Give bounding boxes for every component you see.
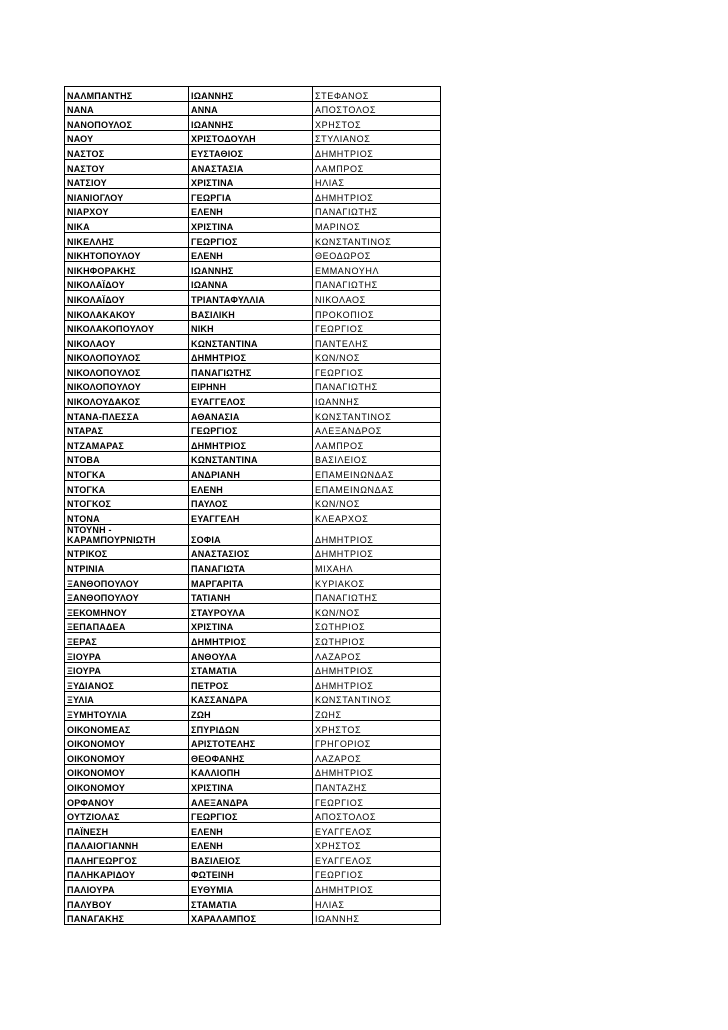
table-row: [65, 305, 441, 320]
table-row: [65, 481, 441, 496]
first-name-cell: ΑΛΕΞΑΝΔΡΑ: [189, 793, 313, 808]
table-row: [65, 87, 441, 102]
father-name-cell: ΧΡΗΣΤΟΣ: [313, 720, 441, 735]
table-row: [65, 589, 441, 604]
father-name-cell: ΕΜΜΑΝΟΥΗΛ: [313, 262, 441, 277]
first-name-cell: ΕΥΘΥΜΙΑ: [189, 881, 313, 896]
surname-cell: ΞΥΔΙΑΝΟΣ: [65, 677, 189, 692]
surname-cell: ΝΤΑΝΑ-ΠΛΕΣΣΑ: [65, 408, 189, 423]
father-name-cell: ΓΡΗΓΟΡΙΟΣ: [313, 735, 441, 750]
father-name-cell: ΣΩΤΗΡΙΟΣ: [313, 633, 441, 648]
father-name-cell: ΚΩΝΣΤΑΝΤΙΝΟΣ: [313, 691, 441, 706]
surname-cell: ΝΤΟΓΚΟΣ: [65, 495, 189, 510]
father-name-cell: ΙΩΑΝΝΗΣ: [313, 910, 441, 925]
first-name-cell: ΑΝΑΣΤΑΣΙΟΣ: [189, 545, 313, 560]
father-name-cell: ΖΩΗΣ: [313, 706, 441, 721]
surname-cell: ΞΕΠΑΠΑΔΕΑ: [65, 618, 189, 633]
table-row: [65, 633, 441, 648]
table-row: [65, 159, 441, 174]
surname-cell: ΝΤΡΙΚΟΣ: [65, 545, 189, 560]
surname-cell: ΝΙΚΟΛΟΠΟΥΛΟΣ: [65, 364, 189, 379]
father-name-cell: ΜΑΡΙΝΟΣ: [313, 218, 441, 233]
table-row: [65, 647, 441, 662]
surname-cell: ΞΙΟΥΡΑ: [65, 662, 189, 677]
father-name-cell: ΧΡΗΣΤΟΣ: [313, 116, 441, 131]
first-name-cell: ΠΑΥΛΟΣ: [189, 495, 313, 510]
table-row: [65, 706, 441, 721]
father-name-cell: ΘΕΟΔΩΡΟΣ: [313, 247, 441, 262]
table-row: [65, 451, 441, 466]
surname-cell: ΝΤΟΥΝΗ - ΚΑΡΑΜΠΟΥΡΝΙΩΤΗ: [65, 524, 189, 545]
table-row: [65, 422, 441, 437]
first-name-cell: ΙΩΑΝΝΗΣ: [189, 87, 313, 102]
surname-cell: ΠΑΛΑΙΟΓΙΑΝΝΗ: [65, 837, 189, 852]
father-name-cell: ΠΑΝΑΓΙΩΤΗΣ: [313, 276, 441, 291]
father-name-cell: ΔΗΜΗΤΡΙΟΣ: [313, 189, 441, 204]
first-name-cell: ΕΛΕΝΗ: [189, 203, 313, 218]
table-row: [65, 378, 441, 393]
first-name-cell: ΘΕΟΦΑΝΗΣ: [189, 750, 313, 765]
table-row: [65, 408, 441, 423]
father-name-cell: ΔΗΜΗΤΡΙΟΣ: [313, 881, 441, 896]
table-row: [65, 618, 441, 633]
father-name-cell: ΛΑΖΑΡΟΣ: [313, 750, 441, 765]
surname-cell: ΝΙΚΗΦΟΡΑΚΗΣ: [65, 262, 189, 277]
father-name-cell: ΠΑΝΑΓΙΩΤΗΣ: [313, 589, 441, 604]
first-name-cell: ΠΑΝΑΓΙΩΤΑ: [189, 560, 313, 575]
father-name-cell: ΠΑΝΑΓΙΩΤΗΣ: [313, 378, 441, 393]
surname-cell: ΠΑΛΗΚΑΡΙΔΟΥ: [65, 866, 189, 881]
first-name-cell: ΕΛΕΝΗ: [189, 823, 313, 838]
first-name-cell: ΧΡΙΣΤΙΝΑ: [189, 174, 313, 189]
first-name-cell: ΒΑΣΙΛΙΚΗ: [189, 305, 313, 320]
table-row: [65, 393, 441, 408]
first-name-cell: ΖΩΗ: [189, 706, 313, 721]
table-row: [65, 910, 441, 925]
surname-cell: ΝΙΚΑ: [65, 218, 189, 233]
names-table: [64, 86, 441, 925]
first-name-cell: ΚΩΝΣΤΑΝΤΙΝΑ: [189, 451, 313, 466]
father-name-cell: ΔΗΜΗΤΡΙΟΣ: [313, 145, 441, 160]
table-row: [65, 677, 441, 692]
surname-cell: ΠΑΛΗΓΕΩΡΓΟΣ: [65, 852, 189, 867]
father-name-cell: ΗΛΙΑΣ: [313, 174, 441, 189]
surname-cell: ΠΑΛΙΟΥΡΑ: [65, 881, 189, 896]
first-name-cell: ΙΩΑΝΝΑ: [189, 276, 313, 291]
table-row: [65, 203, 441, 218]
first-name-cell: ΑΘΑΝΑΣΙΑ: [189, 408, 313, 423]
surname-cell: ΝΙΚΟΛΑΚΟΠΟΥΛΟΥ: [65, 320, 189, 335]
first-name-cell: ΑΝΔΡΙΑΝΗ: [189, 466, 313, 481]
first-name-cell: ΣΠΥΡΙΔΩΝ: [189, 720, 313, 735]
father-name-cell: ΔΗΜΗΤΡΙΟΣ: [313, 545, 441, 560]
table-row: [65, 510, 441, 525]
first-name-cell: ΑΝΝΑ: [189, 101, 313, 116]
table-row: [65, 720, 441, 735]
table-row: [65, 735, 441, 750]
first-name-cell: ΣΤΑΜΑΤΙΑ: [189, 896, 313, 911]
table-row: [65, 691, 441, 706]
father-name-cell: ΔΗΜΗΤΡΙΟΣ: [313, 524, 441, 545]
father-name-cell: ΕΠΑΜΕΙΝΩΝΔΑΣ: [313, 466, 441, 481]
father-name-cell: ΓΕΩΡΓΙΟΣ: [313, 320, 441, 335]
table-row: [65, 174, 441, 189]
father-name-cell: ΚΛΕΑΡΧΟΣ: [313, 510, 441, 525]
table-row: [65, 437, 441, 452]
first-name-cell: ΚΑΣΣΑΝΔΡΑ: [189, 691, 313, 706]
surname-cell: ΟΙΚΟΝΟΜΟΥ: [65, 779, 189, 794]
table-row: [65, 116, 441, 131]
father-name-cell: ΒΑΣΙΛΕΙΟΣ: [313, 451, 441, 466]
father-name-cell: ΝΙΚΟΛΑΟΣ: [313, 291, 441, 306]
surname-cell: ΝΤΖΑΜΑΡΑΣ: [65, 437, 189, 452]
surname-cell: ΝΑΝΟΠΟΥΛΟΣ: [65, 116, 189, 131]
first-name-cell: ΝΙΚΗ: [189, 320, 313, 335]
father-name-cell: ΚΥΡΙΑΚΟΣ: [313, 575, 441, 590]
first-name-cell: ΕΥΑΓΓΕΛΗ: [189, 510, 313, 525]
surname-cell: ΝΑΣΤΟΣ: [65, 145, 189, 160]
table-row: [65, 101, 441, 116]
surname-cell: ΝΙΚΟΛΟΥΔΑΚΟΣ: [65, 393, 189, 408]
father-name-cell: ΚΩΝ/ΝΟΣ: [313, 495, 441, 510]
first-name-cell: ΧΡΙΣΤΟΔΟΥΛΗ: [189, 130, 313, 145]
surname-cell: ΟΙΚΟΝΟΜΕΑΣ: [65, 720, 189, 735]
surname-cell: ΟΥΤΖΙΟΛΑΣ: [65, 808, 189, 823]
father-name-cell: ΙΩΑΝΝΗΣ: [313, 393, 441, 408]
father-name-cell: ΠΑΝΤΕΛΗΣ: [313, 335, 441, 350]
surname-cell: ΝΙΚΕΛΛΗΣ: [65, 232, 189, 247]
first-name-cell: ΓΕΩΡΓΙΟΣ: [189, 808, 313, 823]
first-name-cell: ΕΛΕΝΗ: [189, 481, 313, 496]
father-name-cell: ΔΗΜΗΤΡΙΟΣ: [313, 677, 441, 692]
first-name-cell: ΤΡΙΑΝΤΑΦΥΛΛΙΑ: [189, 291, 313, 306]
names-table-body: [65, 87, 441, 925]
father-name-cell: ΣΤΕΦΑΝΟΣ: [313, 87, 441, 102]
father-name-cell: ΕΥΑΓΓΕΛΟΣ: [313, 852, 441, 867]
first-name-cell: ΕΛΕΝΗ: [189, 837, 313, 852]
father-name-cell: ΚΩΝ/ΝΟΣ: [313, 349, 441, 364]
father-name-cell: ΓΕΩΡΓΙΟΣ: [313, 866, 441, 881]
father-name-cell: ΣΤΥΛΙΑΝΟΣ: [313, 130, 441, 145]
surname-cell: ΠΑΛΥΒΟΥ: [65, 896, 189, 911]
surname-cell: ΞΑΝΘΟΠΟΥΛΟΥ: [65, 589, 189, 604]
father-name-cell: ΣΩΤΗΡΙΟΣ: [313, 618, 441, 633]
first-name-cell: ΑΡΙΣΤΟΤΕΛΗΣ: [189, 735, 313, 750]
surname-cell: ΝΤΟΓΚΑ: [65, 466, 189, 481]
father-name-cell: ΠΡΟΚΟΠΙΟΣ: [313, 305, 441, 320]
table-row: [65, 247, 441, 262]
first-name-cell: ΕΙΡΗΝΗ: [189, 378, 313, 393]
first-name-cell: ΧΡΙΣΤΙΝΑ: [189, 618, 313, 633]
surname-cell: ΝΙΚΟΛΑΚΑΚΟΥ: [65, 305, 189, 320]
table-row: [65, 764, 441, 779]
surname-cell: ΝΤΟΓΚΑ: [65, 481, 189, 496]
first-name-cell: ΙΩΑΝΝΗΣ: [189, 262, 313, 277]
first-name-cell: ΔΗΜΗΤΡΙΟΣ: [189, 437, 313, 452]
father-name-cell: ΠΑΝΤΑΖΗΣ: [313, 779, 441, 794]
table-row: [65, 232, 441, 247]
table-row: [65, 545, 441, 560]
first-name-cell: ΜΑΡΓΑΡΙΤΑ: [189, 575, 313, 590]
surname-cell: ΝΤΡΙΝΙΑ: [65, 560, 189, 575]
table-row: [65, 852, 441, 867]
surname-cell: ΞΙΟΥΡΑ: [65, 647, 189, 662]
surname-cell: ΝΑΤΣΙΟΥ: [65, 174, 189, 189]
first-name-cell: ΣΤΑΥΡΟΥΛΑ: [189, 604, 313, 619]
table-row: [65, 466, 441, 481]
surname-cell: ΝΙΚΟΛΑΪΔΟΥ: [65, 291, 189, 306]
table-row: [65, 524, 441, 545]
first-name-cell: ΦΩΤΕΙΝΗ: [189, 866, 313, 881]
first-name-cell: ΓΕΩΡΓΙΟΣ: [189, 422, 313, 437]
table-row: [65, 866, 441, 881]
first-name-cell: ΠΑΝΑΓΙΩΤΗΣ: [189, 364, 313, 379]
table-row: [65, 881, 441, 896]
surname-cell: ΝΙΑΡΧΟΥ: [65, 203, 189, 218]
first-name-cell: ΑΝΑΣΤΑΣΙΑ: [189, 159, 313, 174]
table-row: [65, 495, 441, 510]
first-name-cell: ΑΝΘΟΥΛΑ: [189, 647, 313, 662]
father-name-cell: ΑΛΕΞΑΝΔΡΟΣ: [313, 422, 441, 437]
table-row: [65, 823, 441, 838]
table-row: [65, 896, 441, 911]
surname-cell: ΞΥΛΙΑ: [65, 691, 189, 706]
table-row: [65, 364, 441, 379]
table-row: [65, 145, 441, 160]
first-name-cell: ΓΕΩΡΓΙΑ: [189, 189, 313, 204]
first-name-cell: ΤΑΤΙΑΝΗ: [189, 589, 313, 604]
table-row: [65, 276, 441, 291]
first-name-cell: ΙΩΑΝΝΗΣ: [189, 116, 313, 131]
father-name-cell: ΕΠΑΜΕΙΝΩΝΔΑΣ: [313, 481, 441, 496]
father-name-cell: ΜΙΧΑΗΛ: [313, 560, 441, 575]
table-row: [65, 189, 441, 204]
surname-cell: ΟΙΚΟΝΟΜΟΥ: [65, 735, 189, 750]
father-name-cell: ΠΑΝΑΓΙΩΤΗΣ: [313, 203, 441, 218]
first-name-cell: ΣΤΑΜΑΤΙΑ: [189, 662, 313, 677]
father-name-cell: ΛΑΜΠΡΟΣ: [313, 437, 441, 452]
father-name-cell: ΚΩΝΣΤΑΝΤΙΝΟΣ: [313, 408, 441, 423]
father-name-cell: ΛΑΖΑΡΟΣ: [313, 647, 441, 662]
table-row: [65, 560, 441, 575]
surname-cell: ΝΤΟΝΑ: [65, 510, 189, 525]
table-row: [65, 320, 441, 335]
table-row: [65, 335, 441, 350]
father-name-cell: ΛΑΜΠΡΟΣ: [313, 159, 441, 174]
first-name-cell: ΧΑΡΑΛΑΜΠΟΣ: [189, 910, 313, 925]
first-name-cell: ΔΗΜΗΤΡΙΟΣ: [189, 349, 313, 364]
father-name-cell: ΔΗΜΗΤΡΙΟΣ: [313, 764, 441, 779]
first-name-cell: ΠΕΤΡΟΣ: [189, 677, 313, 692]
surname-cell: ΝΑΟΥ: [65, 130, 189, 145]
table-row: [65, 808, 441, 823]
first-name-cell: ΧΡΙΣΤΙΝΑ: [189, 779, 313, 794]
surname-cell: ΟΙΚΟΝΟΜΟΥ: [65, 750, 189, 765]
table-row: [65, 837, 441, 852]
surname-cell: ΞΕΡΑΣ: [65, 633, 189, 648]
father-name-cell: ΚΩΝ/ΝΟΣ: [313, 604, 441, 619]
surname-cell: ΝΤΑΡΑΣ: [65, 422, 189, 437]
father-name-cell: ΓΕΩΡΓΙΟΣ: [313, 364, 441, 379]
table-row: [65, 218, 441, 233]
surname-cell: ΝΙΚΟΛΑΟΥ: [65, 335, 189, 350]
first-name-cell: ΔΗΜΗΤΡΙΟΣ: [189, 633, 313, 648]
surname-cell: ΠΑΪΝΕΣΗ: [65, 823, 189, 838]
table-row: [65, 575, 441, 590]
surname-cell: ΞΥΜΗΤΟΥΛΙΑ: [65, 706, 189, 721]
first-name-cell: ΚΑΛΛΙΟΠΗ: [189, 764, 313, 779]
father-name-cell: ΚΩΝΣΤΑΝΤΙΝΟΣ: [313, 232, 441, 247]
first-name-cell: ΒΑΣΙΛΕΙΟΣ: [189, 852, 313, 867]
surname-cell: ΞΕΚΟΜΗΝΟΥ: [65, 604, 189, 619]
surname-cell: ΝΙΚΗΤΟΠΟΥΛΟΥ: [65, 247, 189, 262]
surname-cell: ΟΙΚΟΝΟΜΟΥ: [65, 764, 189, 779]
father-name-cell: ΑΠΟΣΤΟΛΟΣ: [313, 101, 441, 116]
first-name-cell: ΕΛΕΝΗ: [189, 247, 313, 262]
surname-cell: ΝΙΑΝΙΟΓΛΟΥ: [65, 189, 189, 204]
table-row: [65, 750, 441, 765]
surname-cell: ΟΡΦΑΝΟΥ: [65, 793, 189, 808]
table-row: [65, 662, 441, 677]
father-name-cell: ΕΥΑΓΓΕΛΟΣ: [313, 823, 441, 838]
surname-cell: ΝΙΚΟΛΟΠΟΥΛΟΣ: [65, 349, 189, 364]
father-name-cell: ΑΠΟΣΤΟΛΟΣ: [313, 808, 441, 823]
table-row: [65, 291, 441, 306]
father-name-cell: ΧΡΗΣΤΟΣ: [313, 837, 441, 852]
first-name-cell: ΓΕΩΡΓΙΟΣ: [189, 232, 313, 247]
surname-cell: ΝΑΛΜΠΑΝΤΗΣ: [65, 87, 189, 102]
father-name-cell: ΗΛΙΑΣ: [313, 896, 441, 911]
surname-cell: ΝΤΟΒΑ: [65, 451, 189, 466]
father-name-cell: ΓΕΩΡΓΙΟΣ: [313, 793, 441, 808]
surname-cell: ΝΙΚΟΛΑΪΔΟΥ: [65, 276, 189, 291]
table-row: [65, 779, 441, 794]
surname-cell: ΝΙΚΟΛΟΠΟΥΛΟΥ: [65, 378, 189, 393]
surname-cell: ΝΑΝΑ: [65, 101, 189, 116]
first-name-cell: ΕΥΣΤΑΘΙΟΣ: [189, 145, 313, 160]
first-name-cell: ΕΥΑΓΓΕΛΟΣ: [189, 393, 313, 408]
table-row: [65, 793, 441, 808]
surname-cell: ΝΑΣΤΟΥ: [65, 159, 189, 174]
first-name-cell: ΚΩΝΣΤΑΝΤΙΝΑ: [189, 335, 313, 350]
table-row: [65, 349, 441, 364]
first-name-cell: ΧΡΙΣΤΙΝΑ: [189, 218, 313, 233]
table-row: [65, 130, 441, 145]
father-name-cell: ΔΗΜΗΤΡΙΟΣ: [313, 662, 441, 677]
table-row: [65, 604, 441, 619]
surname-cell: ΞΑΝΘΟΠΟΥΛΟΥ: [65, 575, 189, 590]
first-name-cell: ΣΟΦΙΑ: [189, 524, 313, 545]
table-row: [65, 262, 441, 277]
surname-cell: ΠΑΝΑΓΑΚΗΣ: [65, 910, 189, 925]
